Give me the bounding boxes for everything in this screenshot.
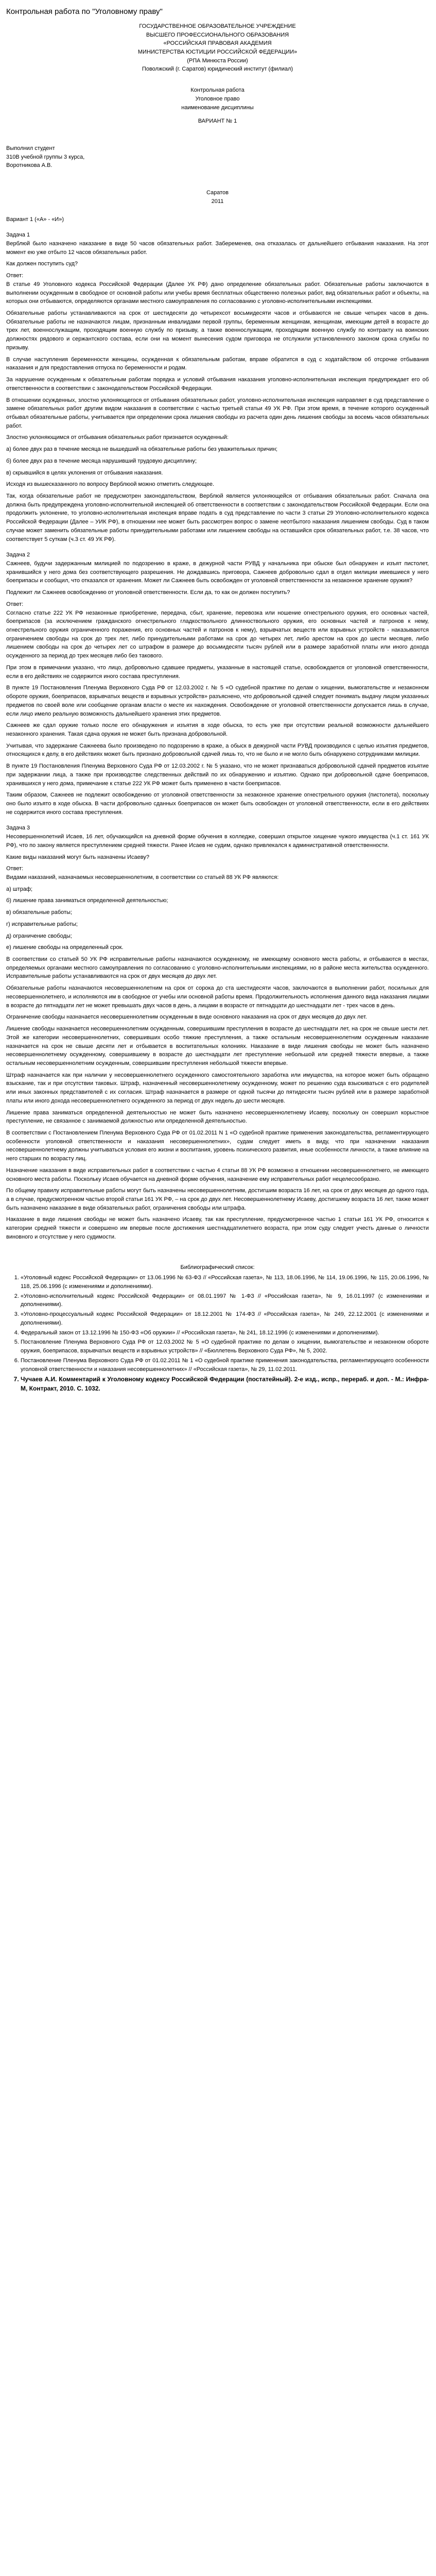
answer-paragraph: Лишение права заниматься определенной деятельностью не может быть назначено несовершеннолетнему Исаеву, поскольку он совершил корыстное преступление, не связанное с занимаемой должностью или определенной деятельностью. (6, 1109, 429, 1125)
bibliography-title: Библиографический список: (180, 1264, 255, 1270)
task-heading: Задача 3 (6, 825, 30, 832)
answer-paragraph: В статье 49 Уголовного кодекса Российской Федерации (Далее УК РФ) дано определение обязательных работ. Обязательные работы заключаются в выполнении осужденным в свободное от основной работы или учебы время бесплатных общественно полезных работ, вид обязательных работ и объекты, на которых они отбываются, определяются органами местного самоуправления по согласованию с уголовно-исполнительными инспекциями. (6, 281, 429, 305)
author-block (6, 144, 429, 170)
bibliography-item: 3. «Уголовно-процессуальный кодекс Российской Федерации» от 18.12.2001 № 174-ФЗ // «Российская газета», № 249, 22.12.2001 (с изменениями и дополнениями). (21, 1310, 429, 1327)
bibliography-list (6, 1274, 429, 1393)
answer-label: Ответ: (6, 601, 24, 607)
answer-paragraph: Ограничение свободы назначается несовершеннолетним осужденным в виде основного наказания на срок от двух месяцев до двух лет. (6, 1014, 367, 1021)
task-section (6, 551, 429, 817)
answer-paragraph: Учитывая, что задержание Сажнеева было произведено по подозрению в краже, а обыск в дежурной части РУВД производился с целью изъятия предметов, относящихся к делу, в его действиях может быть признано добровольной сдачей лишь то, что не было и не могло быть обнаружено сотрудниками милиции. (6, 742, 429, 758)
answer-paragraph: г) исправительные работы; (6, 921, 78, 927)
header-line: ВЫСШЕГО ПРОФЕССИОНАЛЬНОГО ОБРАЗОВАНИЯ (146, 31, 289, 38)
answer-paragraph: б) лишение права заниматься определенной деятельностью; (6, 897, 168, 904)
bibliography (6, 1263, 429, 1394)
bibliography-item: 1. «Уголовный кодекс Российской Федерации» от 13.06.1996 № 63-ФЗ // «Российская газета», № 113, 18.06.1996, № 114, 19.06.1996, № 115, 20.06.1996, № 118, 25.06.1996 (с изменениями и дополнениями). (21, 1274, 429, 1291)
work-title: Контрольная работа (190, 87, 245, 94)
answer-paragraph: в) скрывшийся в целях уклонения от отбывания наказания. (6, 469, 163, 476)
answer-paragraph: Лишение свободы назначается несовершеннолетним осужденным, совершившим преступления в возрасте до шестнадцати лет, на срок не свыше шести лет. Этой же категории несовершеннолетних, совершивших особо тяжкие преступления, а также остальным несовершеннолетним осужденным наказание назначается на срок не свыше десяти лет и отбывается в воспитательных колониях. Наказание в виде лишения свободы не может быть назначено несовершеннолетнему осужденному, совершившему в возрасте до шестнадцати лет преступление небольшой или средней тяжести впервые, а также остальным несовершеннолетним осужденным, совершившим преступления небольшой тяжести впервые. (6, 1026, 429, 1066)
answer-paragraph: В случае наступления беременности женщины, осужденная к обязательным работам, вправе обратится в суд с ходатайством об отсрочке отбывания наказания и для предоставления отпуска по беременности и родам. (6, 356, 429, 371)
author-line: 310В учебной группы 3 курса, (6, 154, 85, 160)
variant-number: ВАРИАНТ № 1 (198, 118, 237, 125)
author-line: Воротникова А.В. (6, 162, 53, 169)
answer-paragraph: е) лишение свободы на определенный срок. (6, 944, 124, 951)
answer-paragraph: Видами наказаний, назначаемых несовершеннолетним, в соответствии со статьей 88 УК РФ являются: (6, 874, 279, 881)
answer-paragraph: Так, когда обязательные работ не предусмотрен законодательством, Верблюй является уклоняющейся от отбывания обязательных работ. Сначала она должна быть предупреждена уголовно-исполнительной инспекцией об ответственности в соответствии с законодательством Российской Федерации. Если она продолжить уклонение, то уголовно-исполнительная инспекция вправе подать в суд представление по части 3 статьи 29 Уголовно-исполнительного кодекса Российской Федерации (Далее – УИК РФ), в отношении нее может быть рассмотрен вопрос о замене неотбытого наказания лишением свободы. Суд в таком случае может заменить обязательные работы принудительными работами или лишением свободы на оставшийся срок обязательных работ, т.е. 38 часов, что соответствует 5 суткам (ч.3 ст. 49 УК РФ). (6, 493, 429, 543)
answer-paragraph: Исходя из вышесказанного по вопросу Верблюой можно отметить следующее. (6, 481, 215, 488)
title-block (6, 86, 429, 126)
subject-line: Уголовное право (195, 95, 240, 102)
answer-paragraph: Назначение наказания в виде исправительных работ в соответствии с частью 4 статьи 88 УК РФ возможно в отношении несовершеннолетнего, не имеющего основного места работы. Поскольку Исаев обучается на дневной форме обучения, назначение ему исправительных работ нецелесообразно. (6, 1167, 429, 1182)
answer-paragraph: в) обязательные работы; (6, 909, 72, 916)
city-year-block (6, 189, 429, 206)
answer-label: Ответ: (6, 866, 24, 872)
answer-paragraph: В пункте 19 Постановления Пленума Верховного Суда РФ от 12.03.2002 г. № 5 указано, что не может признаваться добровольной сдачей предметов изъятие при задержании лица, а также при производстве следственных действий по их обнаружению и изъятию. Однако при добровольной сдаче боеприпасов, хранившихся у него дома, примечание к статье 222 УК РФ может быть применено в части боеприпасов. (6, 763, 429, 787)
bibliography-item: 2. «Уголовно-исполнительный кодекс Российской Федерации» от 08.01.1997 № 1-ФЗ // «Российская газета», № 9, 16.01.1997 (с изменениями и дополнениями). (21, 1292, 429, 1309)
answer-paragraph: Злостно уклоняющимся от отбывания обязательных работ признается осужденный: (6, 434, 229, 441)
answer-paragraph: Таким образом, Сажнеев не подлежит освобождению от уголовной ответственности за незаконное хранение огнестрельного оружия (пистолета), поскольку оно было изъято в ходе обыска. В части добровольно сданных боеприпасов он может быть освобожден от уголовной ответственности, если в его действиях не содержится иного состава преступления. (6, 792, 429, 816)
header-line: ГОСУДАРСТВЕННОЕ ОБРАЗОВАТЕЛЬНОЕ УЧРЕЖДЕНИЕ (139, 23, 296, 29)
answer-paragraph: Сажнеев же сдал оружие только после его обнаружения и изъятия в ходе обыска, то есть уже при отсутствии реальной возможности дальнейшего незаконного хранения. Такая сдача оружия не может быть признана добровольной. (6, 722, 429, 737)
tasks-container (6, 231, 429, 1241)
institution-header (6, 22, 429, 74)
topic-line: наименование дисциплины (181, 104, 254, 111)
answer-paragraph: д) ограничение свободы; (6, 933, 72, 939)
answer-paragraph: а) более двух раз в течение месяца не вышедший на обязательные работы без уважительных причин; (6, 446, 277, 453)
author-line: Выполнил студент (6, 145, 55, 151)
bibliography-item: 5. Постановление Пленума Верховного Суда РФ от 12.03.2002 № 5 «О судебной практике по делам о хищении, вымогательстве и незаконном обороте оружия, боеприпасов, взрывчатых веществ и взрывных устройств» // «Бюллетень Верховного Суда РФ», № 5, 2002. (21, 1338, 429, 1355)
task-heading: Задача 2 (6, 552, 30, 558)
header-line: «РОССИЙСКАЯ ПРАВОВАЯ АКАДЕМИЯ (163, 40, 272, 47)
variant-line: Вариант 1 («А» - «И») (6, 216, 64, 223)
task-condition: Сажнеев, будучи задержанным милицией по подозрению в краже, в дежурной части РУВД у начальника при обыске был обнаружен и изъят пистолет, хранившийся у него дома без соответствующего разрешения. Не дождавшись приговора, Сажнеев добровольно сдал в отдел милиции имевшиеся у него боеприпасы и сообщил, что отказался от хранения. Может ли Сажнеев быть освобожден от уголовной ответственности за незаконное хранение оружия? (6, 561, 429, 584)
document-title: Контрольная работа по "Уголовному праву" (6, 7, 163, 16)
header-line: МИНИСТЕРСТВА ЮСТИЦИИ РОССИЙСКОЙ ФЕДЕРАЦИИ» (137, 48, 298, 55)
task-condition: Верблюй было назначено наказание в виде 50 часов обязательных работ. Забеременев, она отказалась от дальнейшего отбывания наказания. На этот момент ею уже отбыто 12 часов обязательных работ. (6, 241, 429, 256)
task-question: Как должен поступить суд? (6, 261, 78, 267)
answer-label: Ответ: (6, 273, 24, 279)
answer-paragraph: В соответствии с Постановлением Пленума Верховного Суда РФ от 01.02.2011 N 1 «О судебной практике применения законодательства, регламентирующего особенности уголовной ответственности и наказания несовершеннолетних», судам следует иметь в виду, что при назначении наказания несовершеннолетнему должны учитываться условия его жизни и воспитания, уровень психического развития, иные особенности личности, а также влияние на него старших по возрасту лиц. (6, 1129, 429, 1162)
header-line: Поволжский (г. Саратов) юридический институт (филиал) (142, 66, 293, 73)
year: 2011 (211, 198, 224, 205)
answer-paragraph: Наказание в виде лишения свободы не может быть назначено Исаеву, так как преступление, предусмотренное частью 1 статьи 161 УК РФ, относится к категории средней тяжести и совершено им впервые после достижения шестнадцатилетнего возраста, при этом суду следует учесть данные о личности виновного и отсутствие у него судимости. (6, 1216, 429, 1240)
task-section (6, 824, 429, 1241)
answer-paragraph: В соответствии со статьей 50 УК РФ исправительные работы назначаются осужденному, не имеющему основного места работы, и отбываются в местах, определяемых органами местного самоуправления по согласованию с уголовно-исполнительными инспекциями, но в районе места жительства осужденного. Исправительные работы устанавливаются на срок от двух месяцев до двух лет. (6, 956, 429, 980)
task-condition: Несовершеннолетний Исаев, 16 лет, обучающийся на дневной форме обучения в колледже, совершил открытое хищение чужого имущества (ч.1 ст. 161 УК РФ), что по закону является преступлением средней тяжести. Ранее Исаев не судим, однако привлекался к административной ответственности. (6, 834, 429, 849)
task-heading: Задача 1 (6, 232, 30, 239)
bibliography-item: 7. Чучаев А.И. Комментарий к Уголовному кодексу Российской Федерации (постатейный). 2-е изд., испр., перераб. и доп. - М.: Инфра-М, Контракт, 2010. С. 1032. (21, 1375, 429, 1393)
city: Саратов (206, 190, 229, 196)
answer-paragraph: В пункте 19 Постановления Пленума Верховного Суда РФ от 12.03.2002 г. № 5 «О судебной практике по делам о хищении, вымогательстве и незаконном обороте оружия, боеприпасов, взрывчатых веществ и взрывных устройств» разъяснено, что добровольной сдачей следует понимать выдачу лицом указанных предметов по своей воле или сообщение органам власти о месте их нахождения. Освобождение от уголовной ответственности допускается лишь в случае, если лицо имело реальную возможность дальнейшего хранения этих предметов. (6, 685, 429, 717)
answer-paragraph: За нарушение осужденным к обязательным работам порядка и условий отбывания наказания уголовно-исполнительная инспекция предупреждает его об ответственности в соответствии с законодательством Российской Федерации. (6, 377, 429, 392)
answer-paragraph: а) штраф; (6, 886, 33, 892)
answer-paragraph: б) более двух раз в течение месяца нарушивший трудовую дисциплину; (6, 457, 197, 464)
task-question: Подлежит ли Сажнеев освобождению от уголовной ответственности. Если да, то как он должен поступить? (6, 589, 290, 596)
bibliography-item: 4. Федеральный закон от 13.12.1996 № 150-ФЗ «Об оружии» // «Российская газета», № 241, 18.12.1996 (с изменениями и дополнениями). (21, 1329, 429, 1337)
answer-paragraph: Обязательные работы назначаются несовершеннолетним на срок от сорока до ста шестидесяти часов, заключаются в выполнении работ, посильных для несовершеннолетнего, и исполняются им в свободное от учебы или основной работы время. Продолжительность исполнения данного вида наказания лицами в возрасте до пятнадцати лет не может превышать двух часов в день, а лицами в возрасте от пятнадцати до шестнадцати лет - трех часов в день. (6, 985, 429, 1009)
answer-paragraph: В отношении осужденных, злостно уклоняющегося от отбывания обязательных работ, уголовно-исполнительная инспекция направляет в суд представление о замене обязательных работ другим видом наказания в соответствии с частью третьей статьи 49 УК РФ. При этом время, в течение которого осужденный отбывал обязательные работы, учитывается при определении срока лишения свободы из расчета один день лишения свободы за восемь часов обязательных работ. (6, 397, 429, 429)
answer-paragraph: Согласно статье 222 УК РФ незаконные приобретение, передача, сбыт, хранение, перевозка или ношение огнестрельного оружия, его основных частей, боеприпасов (за исключением гражданского огнестрельного гладкоствольного длинноствольного оружия, его основных частей и патронов к нему, огнестрельного оружия ограниченного поражения, его основных частей и патронов к нему), взрывчатых веществ или взрывных устройств - наказываются ограничением свободы на срок до трех лет, либо принудительными работами на срок до четырех лет, либо арестом на срок до шести месяцев, либо лишением свободы на срок до четырех лет со штрафом в размере до восьмидесяти тысяч рублей или в размере заработной платы или иного дохода осужденного за период до трех месяцев либо без такового. (6, 609, 429, 659)
task-section (6, 231, 429, 544)
answer-paragraph: По общему правилу исправительные работы могут быть назначены несовершеннолетним, достигшим возраста 16 лет, на срок от двух месяцев до одного года, а в случае, предусмотренном частью второй статьи 161 УК РФ, – на срок до двух лет. Несовершеннолетнему Исаеву, достигшему возраста 16 лет, также может быть назначено наказание в виде обязательных работ, ограничения свободы или штрафа. (6, 1188, 429, 1211)
answer-paragraph: Обязательные работы устанавливаются на срок от шестидесяти до четырехсот восьмидесяти часов и отбываются не свыше четырех часов в день. Обязательные работы не назначаются лицам, признанным инвалидами первой группы, беременным женщинам, женщинам, имеющим детей в возрасте до трех лет, военнослужащим, проходящим военную службу по призыву, а также военнослужащим, проходящим военную службу по контракту на воинских должностях рядового и сержантского состава, если они на момент вынесения судом приговора не отслужили установленного законом срока службы по призыву. (6, 310, 429, 351)
header-line: (РПА Минюста России) (187, 57, 248, 64)
task-question: Какие виды наказаний могут быть назначены Исаеву? (6, 854, 149, 860)
answer-paragraph: При этом в примечании указано, что лицо, добровольно сдавшее предметы, указанные в настоящей статье, освобождается от уголовной ответственности, если в его действиях не содержится иного состава преступления. (6, 664, 429, 680)
bibliography-item: 6. Постановление Пленума Верховного Суда РФ от 01.02.2011 № 1 «О судебной практике применения законодательства, регламентирующего особенности уголовной ответственности и наказания несовершеннолетних» // «Российская газета», № 29, 11.02.2011. (21, 1357, 429, 1374)
answer-paragraph: Штраф назначается как при наличии у несовершеннолетнего осужденного самостоятельного заработка или имущества, на которое может быть обращено взыскание, так и при отсутствии таковых. Штраф, назначенный несовершеннолетнему осужденному, может по решению суда взыскиваться с его родителей или иных законных представителей с их согласия. Штраф назначается в размере от одной тысячи до пятидесяти тысяч рублей или в размере заработной платы или иного дохода несовершеннолетнего осужденного за период от двух недель до шести месяцев. (6, 1072, 429, 1104)
